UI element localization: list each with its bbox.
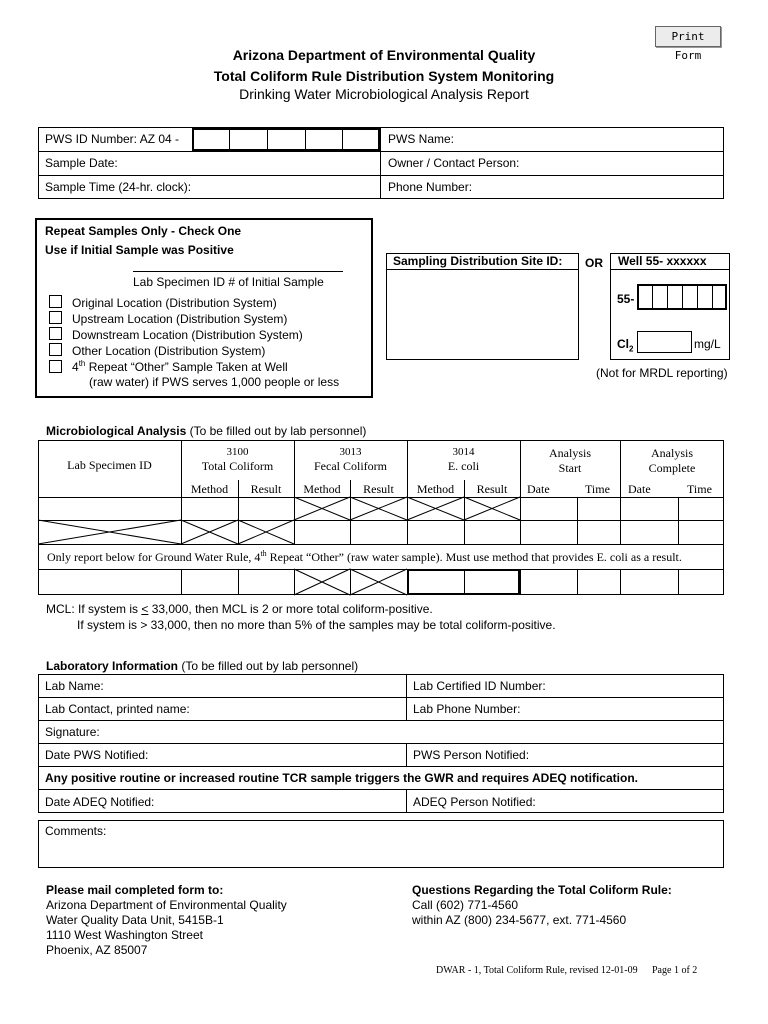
col-lab-specimen: Lab Specimen ID <box>67 458 152 472</box>
gwr-warning: Any positive routine or increased routine TCR sample triggers the GWR and requires ADEQ notification. <box>45 771 638 785</box>
lab-title: Laboratory Information (To be filled out by lab personnel) <box>46 659 359 673</box>
phone-number-label: Phone Number: <box>388 180 473 194</box>
repeat-subtitle: Use if Initial Sample was Positive <box>45 243 234 257</box>
col-start-1: Analysis <box>549 446 591 460</box>
micro-title: Microbiological Analysis (To be filled out by lab personnel) <box>46 424 367 438</box>
questions-line-2: within AZ (800) 234-5677, ext. 771-4560 <box>412 913 627 927</box>
owner-contact-label: Owner / Contact Person: <box>388 156 520 170</box>
pws-name-label: PWS Name: <box>388 132 455 146</box>
header-subtitle: Total Coliform Rule Distribution System Monitoring <box>213 68 555 84</box>
date-pws-notified-label: Date PWS Notified: <box>45 748 149 762</box>
option-downstream-location: Downstream Location (Distribution System) <box>72 328 303 342</box>
well-label: Well 55- xxxxxx <box>618 254 707 268</box>
complete-time: Time <box>687 482 712 496</box>
questions-title: Questions Regarding the Total Coliform Rule: <box>412 883 672 897</box>
option-other-location: Other Location (Distribution System) <box>72 344 266 358</box>
mail-line-4: Phoenix, AZ 85007 <box>46 943 148 957</box>
header-title: Arizona Department of Environmental Quality <box>232 47 536 63</box>
mail-line-2: Water Quality Data Unit, 5415B-1 <box>46 913 224 927</box>
option-original-location: Original Location (Distribution System) <box>72 296 277 310</box>
tc-result: Result <box>250 482 282 496</box>
option-upstream-location: Upstream Location (Distribution System) <box>72 312 288 326</box>
comments-box[interactable] <box>38 820 724 868</box>
or-label: OR <box>585 256 603 270</box>
mrdl-note: (Not for MRDL reporting) <box>596 366 728 380</box>
col-fecal-coliform: Fecal Coliform <box>314 459 387 473</box>
site-id-label: Sampling Distribution Site ID: <box>393 254 563 268</box>
fc-code: 3013 <box>339 446 362 458</box>
sample-time-label: Sample Time (24-hr. clock): <box>45 180 192 194</box>
print-form-button[interactable]: Print Form <box>655 26 721 47</box>
option-fourth-repeat: 4th Repeat “Other” Sample Taken at Well <box>72 359 288 374</box>
col-e-coli: E. coli <box>447 459 480 473</box>
start-date: Date <box>527 482 550 496</box>
sample-date-label: Sample Date: <box>45 156 118 170</box>
mgl-unit: mg/L <box>694 337 721 351</box>
mail-line-1: Arizona Department of Environmental Quality <box>46 898 287 912</box>
page-number: Page 1 of 2 <box>652 965 698 976</box>
adeq-person-notified-label: ADEQ Person Notified: <box>413 795 536 809</box>
fc-method: Method <box>303 482 341 496</box>
pws-id-label: PWS ID Number: AZ 04 - <box>45 132 180 146</box>
ec-method: Method <box>416 482 455 496</box>
mail-line-3: 1110 West Washington Street <box>46 928 203 942</box>
option-fourth-repeat-line2: (raw water) if PWS serves 1,000 people or less <box>89 375 340 389</box>
mcl-line-2: If system is > 33,000, then no more than 5% of the samples may be total coliform-positive. <box>77 618 556 632</box>
mcl-line-1: MCL: If system is < 33,000, then MCL is 2 or more total coliform-positive. <box>46 602 433 616</box>
pws-person-notified-label: PWS Person Notified: <box>413 748 530 762</box>
gwr-note: Only report below for Ground Water Rule, 4th Repeat “Other” (raw water sample). Must use method that provides E. coli as a result. <box>47 549 682 564</box>
chlorine-label: $Cl_2$ <box>617 337 634 354</box>
col-start-2: Start <box>558 461 582 475</box>
tc-method: Method <box>190 482 229 496</box>
mail-title: Please mail completed form to: <box>46 883 224 897</box>
tc-code: 3100 <box>226 446 249 458</box>
lab-contact-label: Lab Contact, printed name: <box>45 702 190 716</box>
form-id: DWAR - 1, Total Coliform Rule, revised 12-01-09 <box>436 965 638 976</box>
col-complete-2: Complete <box>648 461 696 475</box>
lab-name-label: Lab Name: <box>45 679 104 693</box>
complete-date: Date <box>628 482 651 496</box>
fc-result: Result <box>363 482 394 496</box>
repeat-title: Repeat Samples Only - Check One <box>45 224 242 238</box>
start-time: Time <box>585 482 610 496</box>
ec-result: Result <box>476 482 508 496</box>
initial-specimen-label: Lab Specimen ID # of Initial Sample <box>133 275 324 289</box>
col-complete-1: Analysis <box>651 446 693 460</box>
col-total-coliform: Total Coliform <box>201 459 274 473</box>
signature-label: Signature: <box>45 725 100 739</box>
date-adeq-notified-label: Date ADEQ Notified: <box>45 795 155 809</box>
ec-code: 3014 <box>452 446 475 458</box>
header-report-name: Drinking Water Microbiological Analysis Report <box>239 86 529 102</box>
lab-cert-id-label: Lab Certified ID Number: <box>413 679 546 693</box>
lab-phone-label: Lab Phone Number: <box>413 702 521 716</box>
comments-label: Comments: <box>45 824 107 838</box>
questions-line-1: Call (602) 771-4560 <box>412 898 519 912</box>
well-prefix: 55- <box>617 292 635 306</box>
